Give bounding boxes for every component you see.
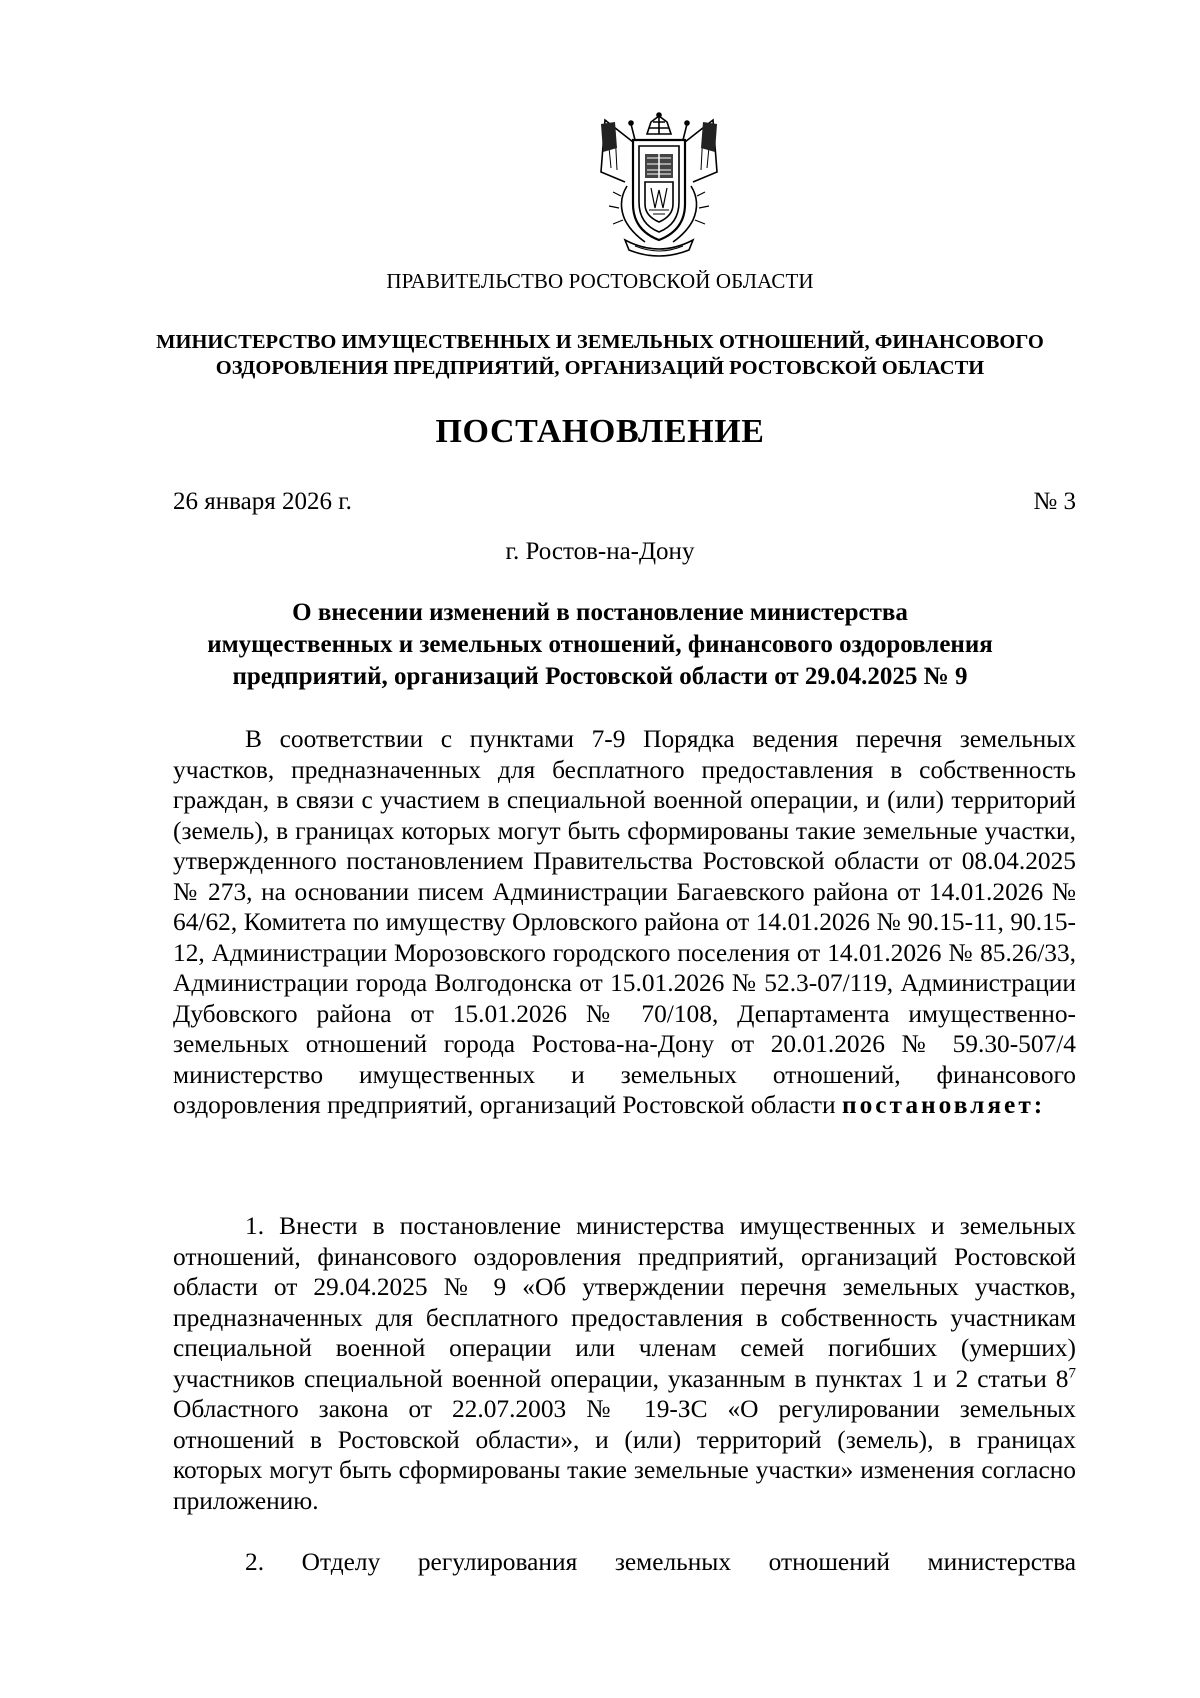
item-2-paragraph xyxy=(173,1547,1076,1578)
item-1-text-part-1: 1. Внести в постановление министерства имущественных и земельных отношений, финансового оздоровления предприятий, организаций Ростовской области от 29.04.2025 № 9 «Об утверждении перечня земельных участков, предназначенных для бесплатного предоставления в собственность участникам специальной военной операции или членам семей погибших (умерших) участников специальной военной операции, указанным в пунктах 1 и 2 статьи 8 xyxy=(173,1212,1076,1393)
preamble-text: В соответствии с пунктами 7-9 Порядка ведения перечня земельных участков, предназначенных для бесплатного предоставления в собственность граждан, в связи с участием в специальной военной операции, и (или) территорий (земель), в границах которых могут быть сформированы такие земельные участки, утвержденного постановлением Правительства Ростовской области от 08.04.2025 № 273, на основании писем Администрации Багаевского района от 14.01.2026 № 64/62, Комитета по имуществу Орловского района от 14.01.2026 № 90.15-11, 90.15-12, Администрации Морозовского городского поселения от 14.01.2026 № 85.26/33, Администрации города Волгодонска от 15.01.2026 № 52.3-07/119, Администрации Дубовского района от 15.01.2026 № 70/108, Департамента имущественно-земельных отношений города Ростова-на-Дону от 20.01.2026 № 59.30-507/4 министерство имущественных и земельных отношений, финансового оздоровления предприятий, организаций Ростовской области xyxy=(173,725,1076,1119)
document-date: 26 января 2026 г. xyxy=(173,488,352,515)
decides-keyword: постановляет: xyxy=(841,1091,1046,1119)
subject-line-3: предприятий, организаций Ростовской области от 29.04.2025 № 9 xyxy=(232,663,968,690)
document-city: г. Ростов-на-Дону xyxy=(505,538,695,565)
document-type-heading: ПОСТАНОВЛЕНИЕ xyxy=(435,413,765,450)
item-1-paragraph xyxy=(173,1211,1076,1516)
document-subject xyxy=(0,597,1200,693)
ministry-name-line-2: ОЗДОРОВЛЕНИЯ ПРЕДПРИЯТИЙ, ОРГАНИЗАЦИЙ РОСТОВСКОЙ ОБЛАСТИ xyxy=(215,357,985,379)
item-2-text: 2. Отделу регулирования земельных отношений министерства xyxy=(245,1548,1076,1576)
coat-of-arms-icon xyxy=(595,112,723,260)
subject-line-1: О внесении изменений в постановление министерства xyxy=(292,599,908,626)
ministry-name-line-1: МИНИСТЕРСТВО ИМУЩЕСТВЕННЫХ И ЗЕМЕЛЬНЫХ ОТНОШЕНИЙ, ФИНАНСОВОГО xyxy=(156,331,1044,353)
item-1-superscript: 7 xyxy=(1068,1365,1076,1382)
preamble-paragraph xyxy=(173,724,1076,1121)
subject-line-2: имущественных и земельных отношений, финансового оздоровления xyxy=(207,631,993,658)
government-name: ПРАВИТЕЛЬСТВО РОСТОВСКОЙ ОБЛАСТИ xyxy=(386,269,814,293)
document-number: № 3 xyxy=(1033,488,1076,515)
item-1-text-part-2: Областного закона от 22.07.2003 № 19-ЗС «О регулировании земельных отношений в Ростовской области», и (или) территорий (земель), в границах которых могут быть сформированы такие земельные участки» изменения согласно приложению. xyxy=(173,1395,1076,1515)
ministry-name xyxy=(0,329,1200,381)
